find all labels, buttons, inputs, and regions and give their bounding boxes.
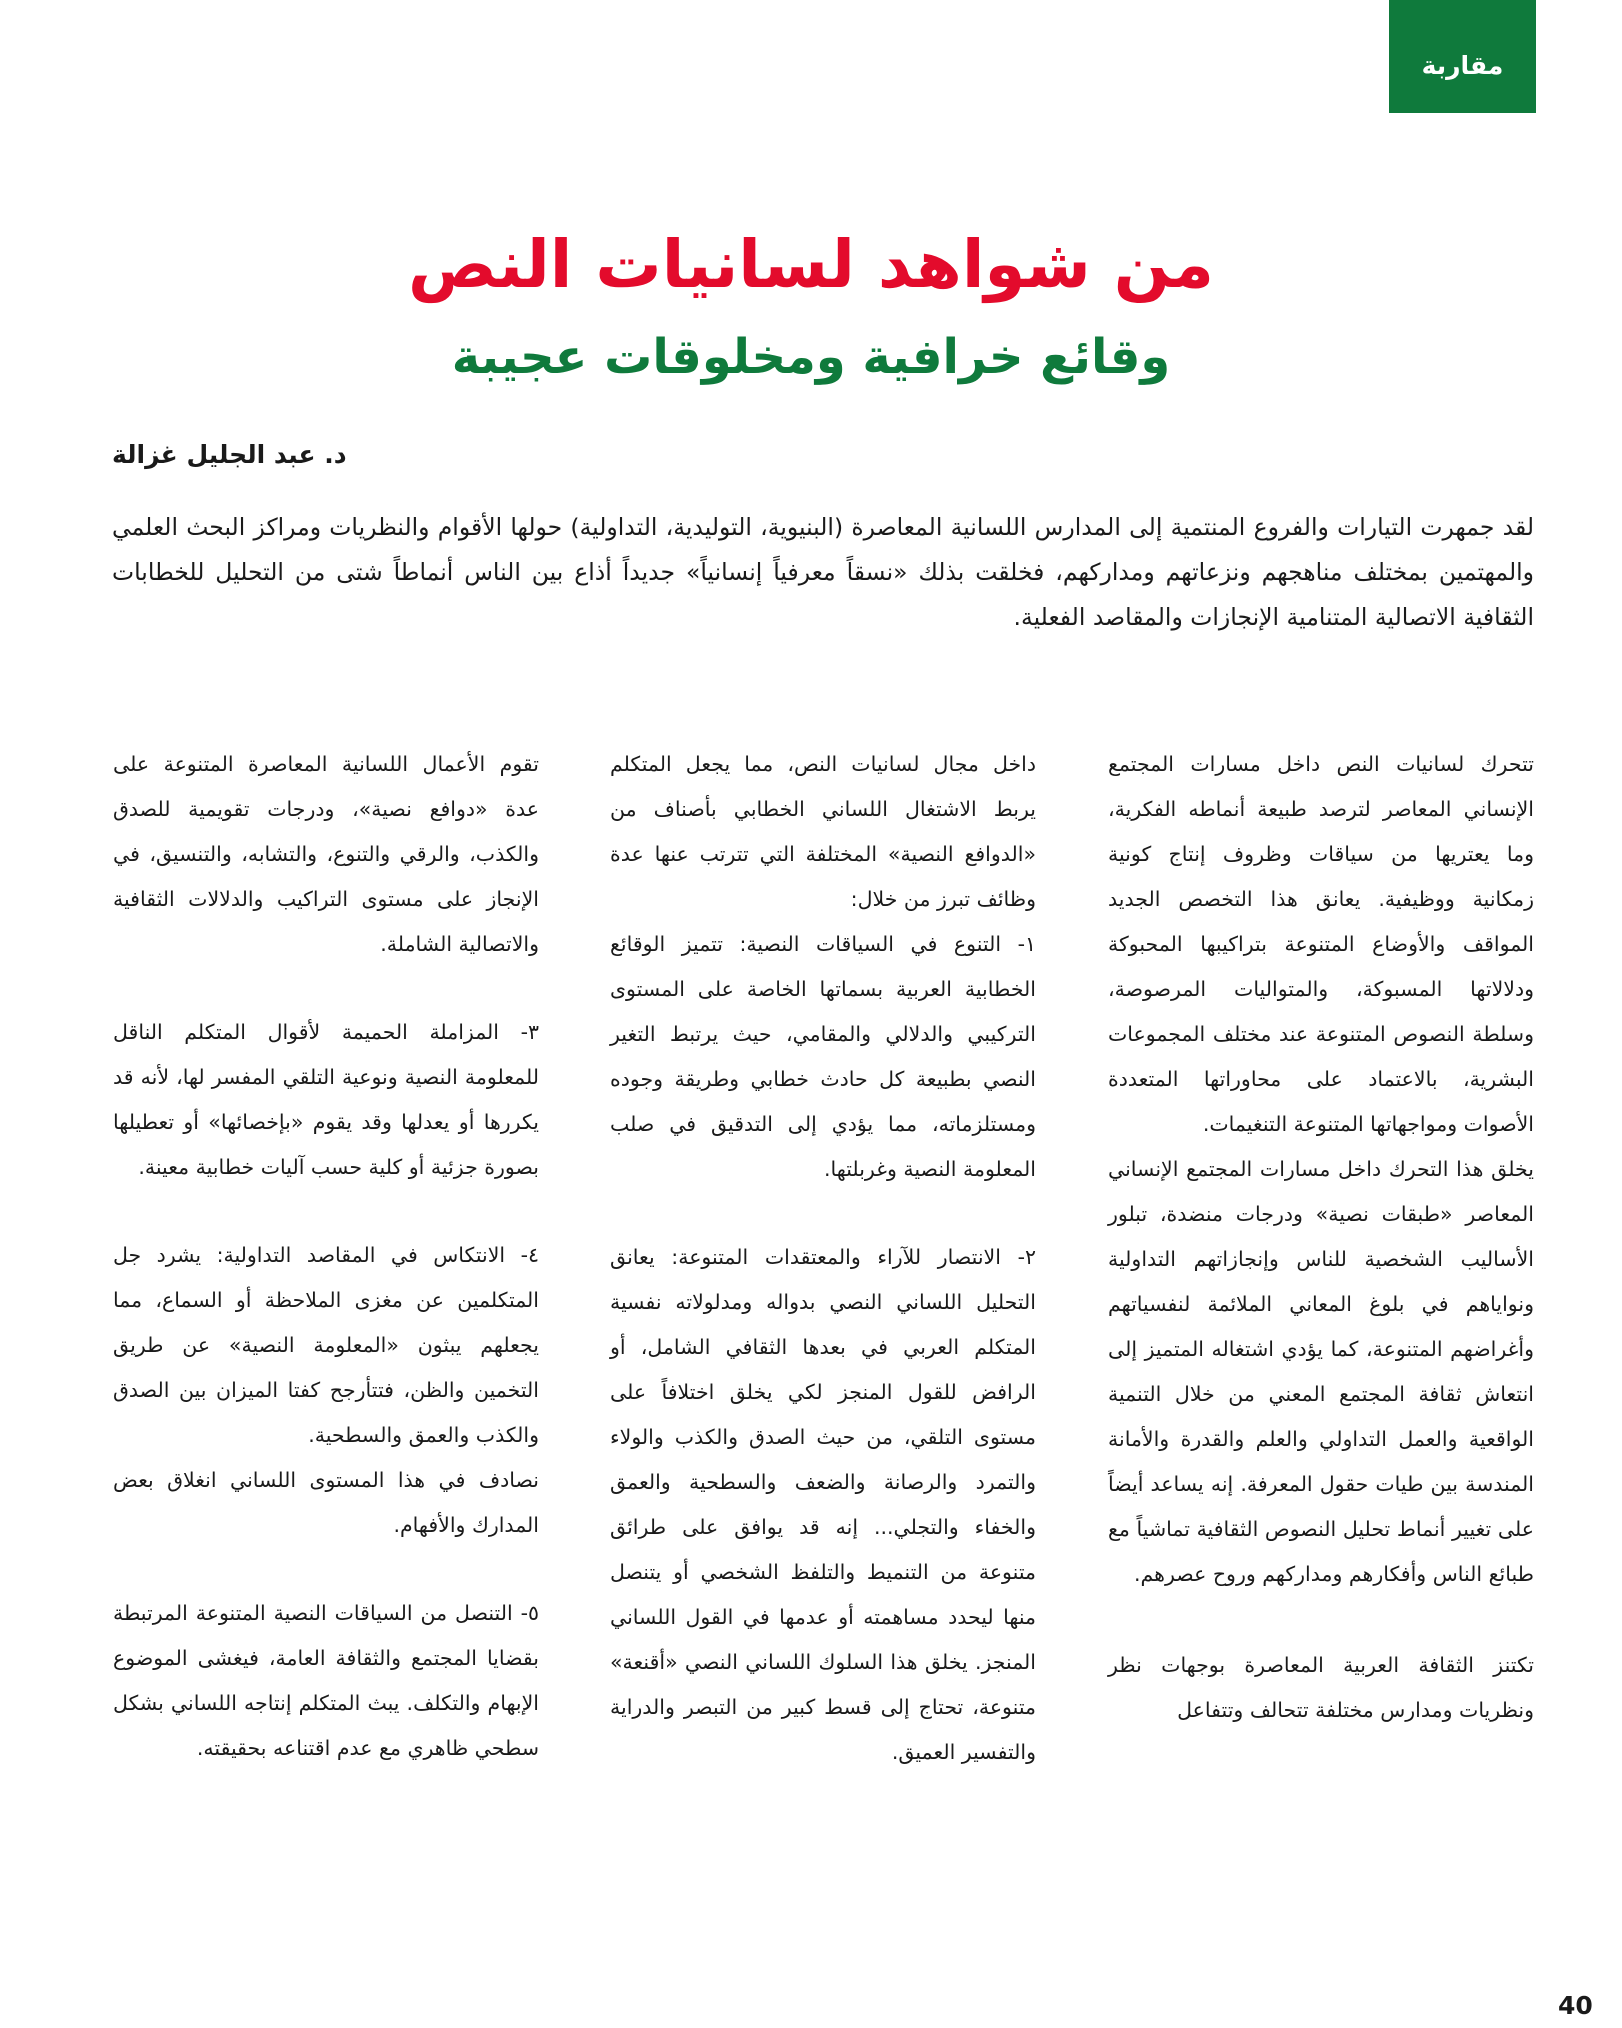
page-number: 40 <box>1558 1991 1593 2020</box>
section-tag: مقاربة <box>1389 0 1536 113</box>
column-left <box>113 742 539 1771</box>
paragraph: داخل مجال لسانيات النص، مما يجعل المتكلم يربط الاشتغال اللساني الخطابي بأصناف من «الدوافع النصية» المختلفة التي تترتب عنها عدة وظائف تبرز من خلال: <box>610 752 1036 911</box>
column-right <box>1108 742 1534 1733</box>
paragraph: نصادف في هذا المستوى اللساني انغلاق بعض المدارك والأفهام. <box>113 1468 539 1537</box>
paragraph: ٤- الانتكاس في المقاصد التداولية: يشرد جل المتكلمين عن مغزى الملاحظة أو السماع، مما يجعلهم يبثون «المعلومة النصية» عن طريق التخمين والظن، فتتأرجح كفتا الميزان بين الصدق والكذب والعمق والسطحية. <box>113 1243 539 1447</box>
paragraph: ٥- التنصل من السياقات النصية المتنوعة المرتبطة بقضايا المجتمع والثقافة العامة، فيغشى الموضوع الإبهام والتكلف. يبث المتكلم إنتاجه اللساني بشكل سطحي ظاهري مع عدم اقتناعه بحقيقته. <box>113 1601 539 1760</box>
author-name: د. عبد الجليل غزالة <box>112 440 347 469</box>
paragraph: تتحرك لسانيات النص داخل مسارات المجتمع الإنساني المعاصر لترصد طبيعة أنماطه الفكرية، وما يعتريها من سياقات وظروف إنتاج كونية زمكانية ووظيفية. يعانق هذا التخصص الجديد المواقف والأوضاع المتنوعة بتراكيبها المحبوكة ودلالاتها المسبوكة، والمتواليات المرصوصة، وسلطة النصوص المتنوعة عند مختلف المجموعات البشرية، بالاعتماد على محاوراتها المتعددة الأصوات ومواجهاتها المتنوعة التنغيمات. <box>1108 752 1534 1136</box>
paragraph: ٣- المزاملة الحميمة لأقوال المتكلم الناقل للمعلومة النصية ونوعية التلقي المفسر لها، لأنه قد يكررها أو يعدلها وقد يقوم «بإخصائها» أو تعطيلها بصورة جزئية أو كلية حسب آليات خطابية معينة. <box>113 1020 539 1179</box>
intro-paragraph: لقد جمهرت التيارات والفروع المنتمية إلى المدارس اللسانية المعاصرة (البنيوية، التوليدية، التداولية) حولها الأقوام والنظريات ومراكز البحث العلمي والمهتمين بمختلف مناهجهم ونزعاتهم ومداركهم، فخلقت بذلك «نسقاً معرفياً إنسانياً» جديداً أذاع بين الناس أنماطاً شتى من التحليل للخطابات الثقافية الاتصالية المتنامية الإنجازات والمقاصد الفعلية. <box>112 513 1534 631</box>
paragraph: تكتنز الثقافة العربية المعاصرة بوجهات نظر ونظريات ومدارس مختلفة تتحالف وتتفاعل <box>1108 1653 1534 1722</box>
article-subtitle: وقائع خرافية ومخلوقات عجيبة <box>451 329 1171 385</box>
column-middle <box>610 742 1036 1775</box>
paragraph: ١- التنوع في السياقات النصية: تتميز الوقائع الخطابية العربية بسماتها الخاصة على المستوى التركيبي والدلالي والمقامي، حيث يرتبط التغير النصي بطبيعة كل حادث خطابي وطريقة وجوده ومستلزماته، مما يؤدي إلى التدقيق في صلب المعلومة النصية وغربلتها. <box>610 932 1036 1181</box>
article-title: من شواهد لسانيات النص <box>408 226 1214 303</box>
paragraph: ٢- الانتصار للآراء والمعتقدات المتنوعة: يعانق التحليل اللساني النصي بدواله ومدلولاته نفسية المتكلم العربي في بعدها الثقافي الشامل، أو الرافض للقول المنجز لكي يخلق اختلافاً على مستوى التلقي، من حيث الصدق والكذب والولاء والتمرد والرصانة والضعف والسطحية والعمق والخفاء والتجلي... إنه قد يوافق على طرائق متنوعة من التنميط والتلفظ الشخصي أو يتنصل منها ليحدد مساهمته أو عدمها في القول اللساني المنجز. يخلق هذا السلوك اللساني النصي «أقنعة» متنوعة، تحتاج إلى قسط كبير من التبصر والدراية والتفسير العميق. <box>610 1245 1036 1764</box>
paragraph: تقوم الأعمال اللسانية المعاصرة المتنوعة على عدة «دوافع نصية»، ودرجات تقويمية للصدق والكذب، والرقي والتنوع، والتشابه، والتنسيق، في الإنجاز على مستوى التراكيب والدلالات الثقافية والاتصالية الشاملة. <box>113 752 539 956</box>
paragraph: يخلق هذا التحرك داخل مسارات المجتمع الإنساني المعاصر «طبقات نصية» ودرجات منضدة، تبلور الأساليب الشخصية للناس وإنجازاتهم التداولية ونواياهم في بلوغ المعاني الملائمة لنفسياتهم وأغراضهم المتنوعة، كما يؤدي اشتغاله المتميز إلى انتعاش ثقافة المجتمع المعني من خلال التنمية الواقعية والعمل التداولي والعلم والقدرة والأمانة المندسة بين طيات حقول المعرفة. إنه يساعد أيضاً على تغيير أنماط تحليل النصوص الثقافية تماشياً مع طبائع الناس وأفكارهم ومداركهم وروح عصرهم. <box>1108 1157 1534 1586</box>
